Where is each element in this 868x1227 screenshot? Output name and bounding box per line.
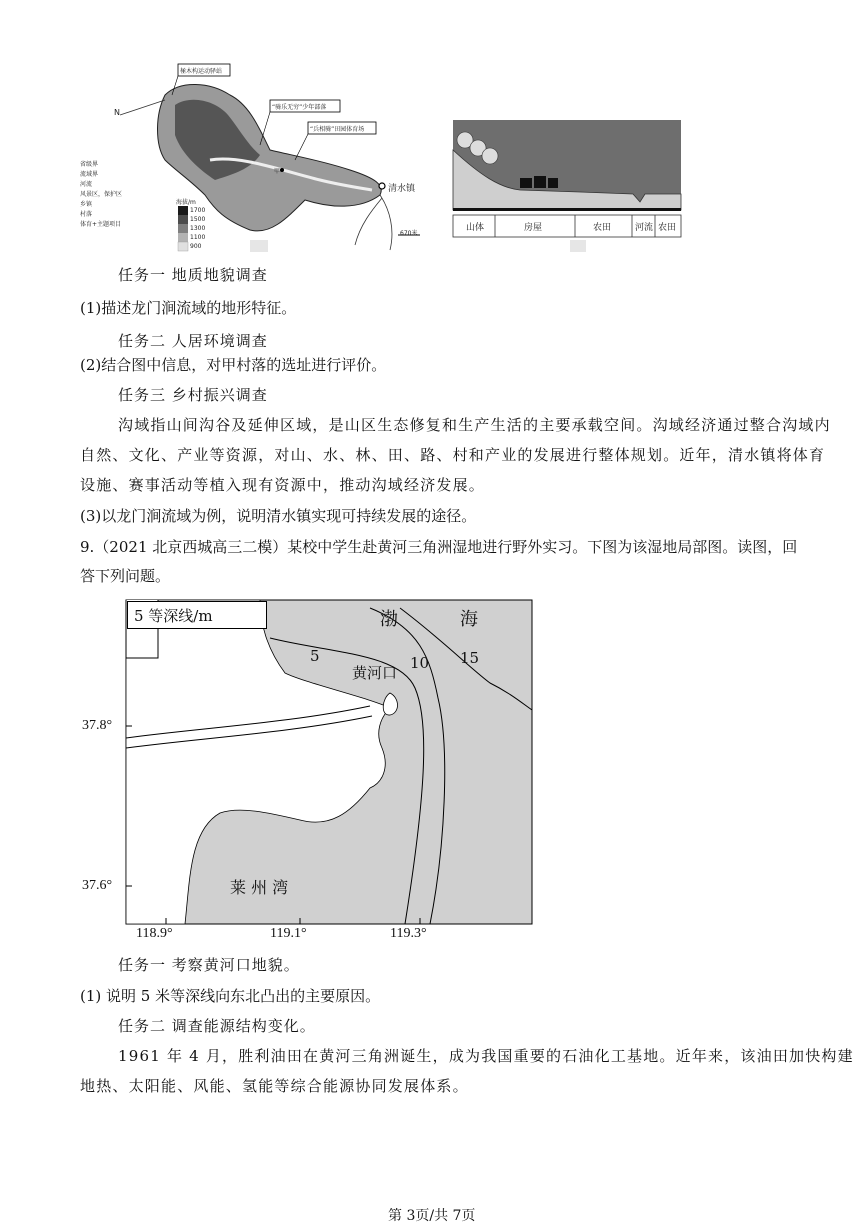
profile-label-farmland: 农田	[593, 223, 612, 233]
elevation-ticks	[190, 206, 205, 251]
legend-item: 体育+主题项目	[80, 221, 122, 228]
blurred-mark	[250, 240, 268, 252]
profile-label-farmland-2: 农田	[658, 223, 677, 233]
basin-map-svg	[110, 60, 435, 255]
task9-2-title: 任务二 调查能源结构变化。	[118, 1017, 316, 1035]
isobath-legend-label: 5 等深线/m	[134, 607, 213, 625]
laizhou-bay-label: 莱 州 湾	[230, 878, 289, 897]
task9-1-title: 任务一 考察黄河口地貌。	[118, 956, 300, 974]
task3-paragraph-line3: 设施、赛事活动等植入现有资源中，推动沟域经济发展。	[80, 476, 486, 494]
delta-map	[70, 598, 540, 943]
bohai-label-1: 渤	[380, 609, 398, 630]
lon-label-118-9: 118.9°	[136, 926, 173, 941]
task9-2-paragraph-line2: 地热、太阳能、风能、氢能等综合能源协同发展体系。	[80, 1077, 469, 1095]
boundary-line	[380, 195, 392, 250]
elevation-tick: 1100	[190, 234, 206, 241]
boundary-line	[355, 198, 382, 245]
profile-label-river: 河流	[635, 223, 654, 233]
town-marker	[379, 183, 385, 189]
yellow-river-mouth-label: 黄河口	[352, 664, 398, 682]
elevation-swatch	[178, 215, 188, 224]
task9-2-paragraph-line1: 1961 年 4 月，胜利油田在黄河三角洲诞生，成为我国重要的石油化工基地。近年来，该油田加快构建	[118, 1047, 854, 1065]
legend-item: 风景区，保护区	[80, 191, 123, 198]
elevation-tick: 1500	[190, 216, 206, 223]
blurred-mark	[570, 240, 586, 252]
legend-item: 省级界	[80, 161, 99, 168]
elevation-swatch	[178, 206, 188, 215]
isobath-legend	[127, 601, 267, 629]
question-9-line1: 9.（2021 北京西城高三二模）某校中学生赴黄河三角洲湿地进行野外实习。下图为该湿地局部图。读图，回	[80, 538, 798, 556]
scale-label: 670米	[400, 230, 418, 237]
village-marker	[280, 168, 284, 172]
question-1: (1)描述龙门涧流域的地形特征。	[80, 299, 297, 317]
elevation-tick: 900	[190, 243, 202, 250]
house	[534, 176, 546, 188]
elevation-swatch	[178, 224, 188, 233]
profile-diagram	[450, 120, 685, 255]
task2-title: 任务二 人居环境调查	[118, 332, 268, 350]
lat-label-37-6: 37.6°	[82, 878, 113, 893]
bohai-label-2: 海	[460, 609, 478, 630]
lon-label-119-3: 119.3°	[390, 926, 427, 941]
legend-item: 乡镇	[80, 201, 93, 208]
camp-label: 極木构运动驿站	[180, 68, 223, 75]
north-arrow-icon: N	[114, 108, 120, 117]
basin-map	[80, 60, 435, 255]
elevation-swatch	[178, 233, 188, 242]
house	[520, 178, 532, 188]
lat-label-37-8: 37.8°	[82, 718, 113, 733]
task1-title: 任务一 地质地貌调查	[118, 266, 268, 284]
elevation-tick: 1700	[190, 207, 206, 214]
map-legend	[80, 160, 122, 230]
town-label: 清水镇	[388, 184, 416, 194]
house	[548, 178, 558, 188]
profile-label-houses: 房屋	[524, 223, 543, 233]
legend-item: 村落	[80, 211, 93, 218]
page-number: 第 3页/共 7页	[388, 1208, 476, 1224]
legend-item: 河流	[80, 181, 93, 188]
question-3: (3)以龙门涧流域为例，说明清水镇实现可持续发展的途径。	[80, 507, 477, 525]
ground-line	[453, 208, 681, 211]
task3-paragraph-line2: 自然、文化、产业等资源，对山、水、林、田、路、村和产业的发展进行整体规划。近年，清水镇将体育	[80, 446, 826, 464]
question-9-line2: 答下列问题。	[80, 567, 171, 585]
isobath-label-10: 10	[410, 654, 430, 672]
elevation-title: 海拔/m	[176, 199, 196, 206]
lon-label-119-1: 119.1°	[270, 926, 307, 941]
legend-item: 流域界	[80, 171, 99, 178]
elevation-tick: 1300	[190, 225, 206, 232]
profile-svg	[450, 120, 685, 255]
isobath-label-15: 15	[460, 649, 480, 667]
elevation-swatch	[178, 242, 188, 251]
isobath-label-5: 5	[310, 647, 320, 665]
question-2: (2)结合图中信息，对甲村落的选址进行评价。	[80, 356, 387, 374]
task3-paragraph-line1: 沟域指山间沟谷及延伸区域，是山区生态修复和生产生活的主要承载空间。沟域经济通过整合沟域内	[118, 416, 831, 434]
task3-title: 任务三 乡村振兴调查	[118, 386, 268, 404]
park-label: “兵相骑”田园体育场	[310, 126, 365, 133]
question-9-1: (1) 说明 5 米等深线向东北凸出的主要原因。	[80, 987, 381, 1005]
tribe-label: “骑乐无穷”少年部落	[272, 104, 327, 111]
boundary-line	[120, 100, 165, 115]
village-jia-label: 甲	[274, 168, 281, 175]
profile-label-mountain: 山体	[466, 223, 485, 233]
